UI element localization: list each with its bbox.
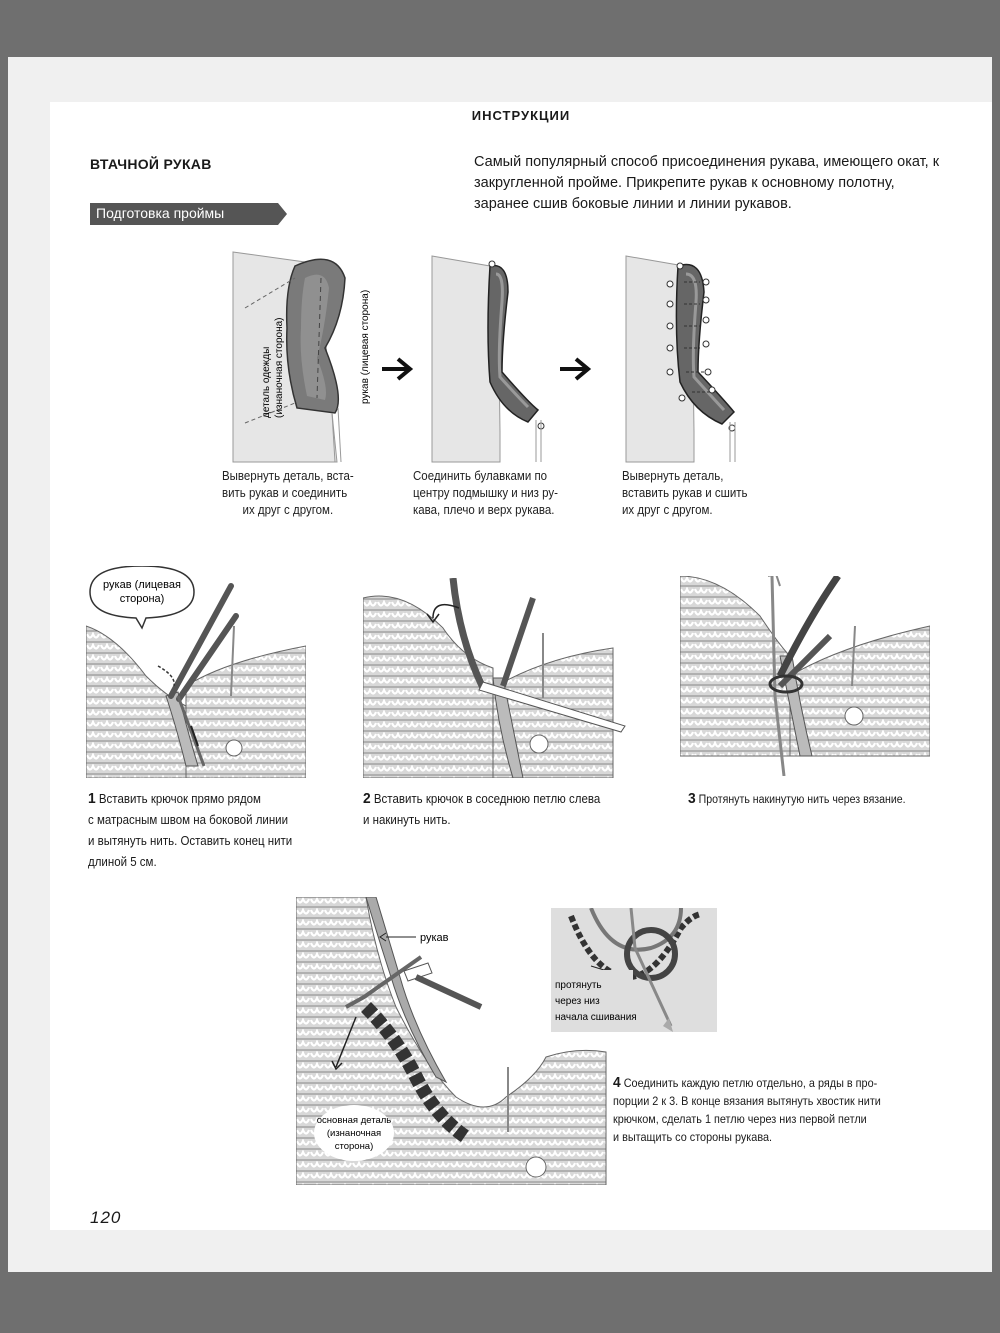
section-title: ВТАЧНОЙ РУКАВ [90, 156, 212, 172]
step3-illustration [680, 576, 930, 776]
svg-text:деталь одежды: деталь одежды [261, 346, 272, 418]
prep-figure-2 [428, 252, 558, 467]
prep-caption-3: Вывернуть деталь, вставить рукав и сшить их друг с другом. [622, 469, 748, 517]
label-sleeve [360, 290, 371, 404]
prep-caption-2: Соединить булавками по центру подмышку и низ ру- кава, плечо и верх рукава. [413, 469, 558, 517]
pull-label-1: протянуть [555, 980, 602, 991]
svg-text:рукав (лицевая сторона): рукав (лицевая сторона) [360, 289, 371, 404]
label-sleeve-4: рукав [420, 932, 449, 944]
label-main-2: (изнаночная [326, 1128, 382, 1139]
step2-illustration [363, 578, 633, 778]
arrow-right-icon [380, 354, 414, 384]
section-header: ИНСТРУКЦИИ [471, 108, 571, 123]
step1-illustration [86, 566, 306, 778]
pull-label-3: начала сшивания [555, 1012, 637, 1023]
step-3-text: 3 Протянуть накинутую нить через вязание. [688, 790, 906, 807]
intro-text: Самый популярный способ присоединения рукава, имеющего окат, к закругленной пройме. Прикрепите рукав к основному полотну, заранее сшив боковые линии и линии рукавов. [474, 154, 940, 212]
prep-figure-3 [622, 252, 752, 467]
step4-inset [551, 908, 717, 1032]
bubble-line-1: рукав (лицевая [103, 579, 181, 591]
prep-caption-1: Вывернуть деталь, вста- вить рукав и соединить их друг с другом. [222, 469, 354, 517]
label-main-3: сторона) [334, 1141, 374, 1152]
subsection-tab [90, 203, 287, 225]
pull-label-2: через низ [555, 996, 600, 1007]
step-4-text: 4 Соединить каждую петлю отдельно, а ряды в про- порции 2 к 3. В конце вязания вытянуть хвостик нити крючком, сделать 1 петлю через низ первой петли и вытащить со стороны рукава. [613, 1074, 881, 1144]
page-number: 120 [90, 1208, 122, 1227]
subsection-title: Подготовка проймы [96, 205, 225, 221]
step-1-text: 1 Вставить крючок прямо рядом с матрасным швом на боковой линии и вытянуть нить. Оставить конец нити длиной 5 см. [88, 790, 293, 869]
book-page [50, 102, 992, 1230]
bubble-line-2: сторона) [119, 593, 165, 605]
prep-figure-1 [225, 248, 400, 468]
label-main-1: основная деталь [316, 1115, 392, 1126]
step-2-text: 2 Вставить крючок в соседнюю петлю слева и накинуть нить. [363, 790, 601, 827]
arrow-right-icon-2 [558, 354, 592, 384]
svg-text:(изнаночная сторона): (изнаночная сторона) [274, 317, 285, 418]
